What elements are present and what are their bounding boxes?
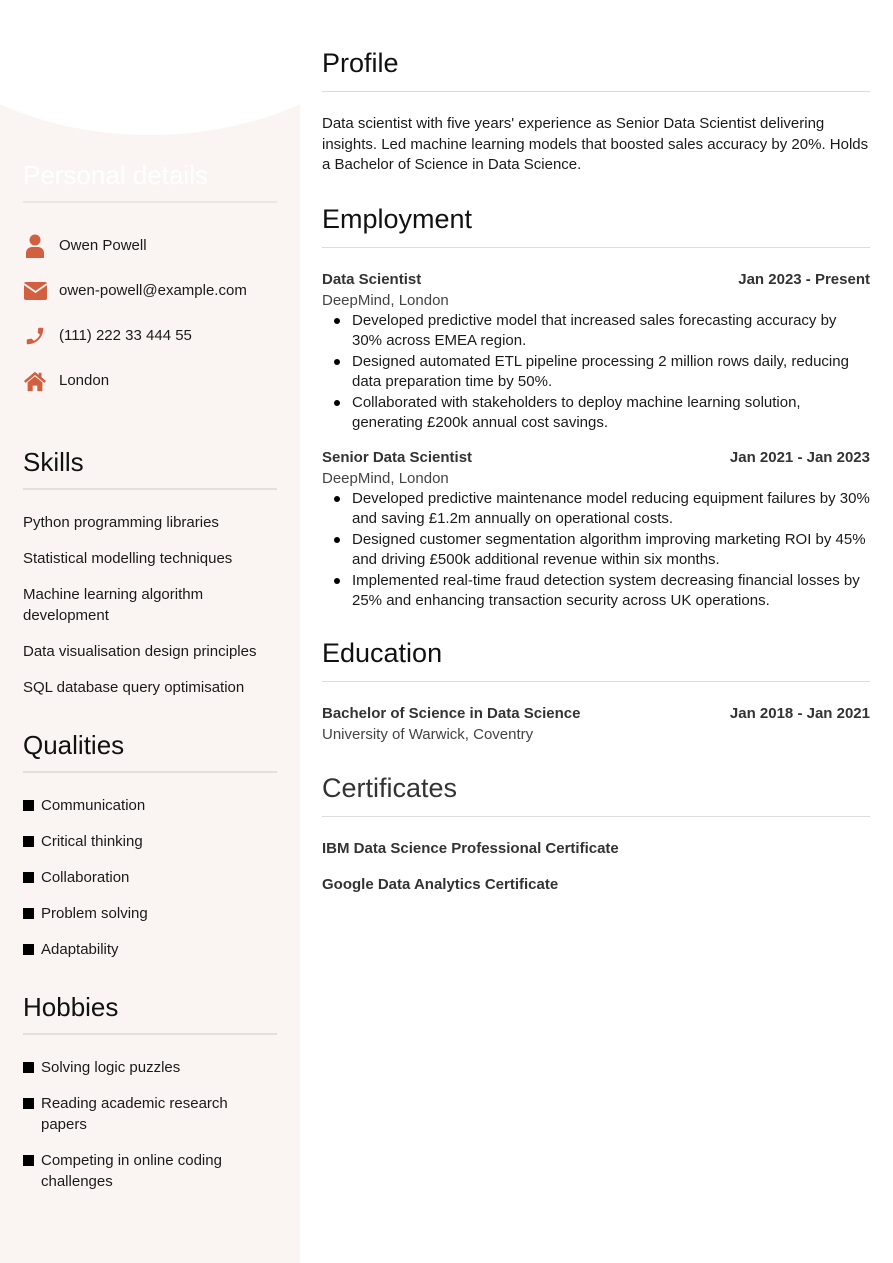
job-company: DeepMind, London (322, 469, 449, 487)
main-content (322, 46, 870, 921)
quality-text: Collaboration (41, 869, 130, 886)
certificates-heading: Certificates (322, 771, 870, 817)
contact-phone (23, 313, 277, 358)
education-entry (322, 704, 870, 745)
personal-details-heading: Personal details (23, 158, 277, 203)
sidebar (0, 0, 300, 1263)
skill-item: Python programming libraries (23, 514, 219, 531)
header-curve-decoration (0, 0, 300, 135)
name-text: Owen Powell (59, 237, 147, 254)
contact-name (23, 223, 277, 268)
location-text: London (59, 372, 110, 389)
contact-email (23, 268, 277, 313)
achievement-item: Designed automated ETL pipeline processing 2 million rows daily, reducing data preparation time by 50%. (322, 352, 870, 393)
quality-item (23, 867, 277, 888)
school-name: University of Warwick, Coventry (322, 725, 534, 743)
hobbies-heading: Hobbies (23, 990, 277, 1035)
hobby-text: Reading academic research papers (41, 1095, 228, 1133)
job-dates: Jan 2021 - Jan 2023 (729, 448, 870, 466)
skill-item: SQL database query optimisation (23, 679, 245, 696)
degree-title: Bachelor of Science in Data Science (322, 704, 581, 722)
square-bullet-icon (23, 1155, 34, 1166)
qualities-heading: Qualities (23, 728, 277, 773)
hobby-item (23, 1057, 277, 1078)
quality-text: Problem solving (41, 905, 148, 922)
skills-section (23, 445, 277, 698)
hobby-item (23, 1093, 277, 1135)
square-bullet-icon (23, 800, 34, 811)
quality-text: Adaptability (41, 941, 119, 958)
education-section (322, 636, 870, 745)
profile-heading: Profile (322, 46, 870, 92)
job-title: Data Scientist (322, 270, 422, 288)
profile-summary: Data scientist with five years' experience as Senior Data Scientist delivering insights. Led machine learning models that boosted sales accuracy by 20%. Holds a Bachelor of Science in Data Science. (322, 115, 869, 173)
certificates-section (322, 771, 870, 895)
user-icon (23, 234, 47, 258)
achievement-item: Implemented real-time fraud detection system decreasing financial losses by 25% and enhancing transaction security across UK operations. (322, 571, 870, 612)
email-link[interactable]: owen-powell@example.com (59, 282, 247, 299)
quality-item (23, 831, 277, 852)
quality-item (23, 795, 277, 816)
phone-icon (23, 324, 47, 348)
achievement-item: Developed predictive maintenance model reducing equipment failures by 30% and saving £1.2m annually on operational costs. (322, 489, 870, 530)
achievement-item: Collaborated with stakeholders to deploy machine learning solution, generating £200k annual cost savings. (322, 393, 870, 434)
job-achievements (322, 311, 870, 434)
quality-item (23, 903, 277, 924)
square-bullet-icon (23, 836, 34, 847)
job-dates: Jan 2023 - Present (738, 270, 870, 288)
skill-item: Statistical modelling techniques (23, 550, 233, 567)
hobbies-section (23, 990, 277, 1192)
square-bullet-icon (23, 1098, 34, 1109)
hobby-item (23, 1150, 277, 1192)
employment-heading: Employment (322, 202, 870, 248)
square-bullet-icon (23, 944, 34, 955)
square-bullet-icon (23, 908, 34, 919)
hobby-text: Competing in online coding challenges (41, 1152, 222, 1190)
achievement-item: Developed predictive model that increased sales forecasting accuracy by 30% across EMEA region. (322, 311, 870, 352)
hobby-text: Solving logic puzzles (41, 1059, 181, 1076)
skill-item: Machine learning algorithm development (23, 586, 204, 624)
education-heading: Education (322, 636, 870, 682)
square-bullet-icon (23, 872, 34, 883)
job-achievements (322, 489, 870, 612)
profile-section (322, 46, 870, 176)
contact-location (23, 358, 277, 403)
personal-details-section (23, 158, 277, 403)
quality-item (23, 939, 277, 960)
skills-heading: Skills (23, 445, 277, 490)
square-bullet-icon (23, 1062, 34, 1073)
job-company: DeepMind, London (322, 291, 449, 309)
achievement-item: Designed customer segmentation algorithm improving marketing ROI by 45% and driving £500k additional revenue within six months. (322, 530, 870, 571)
job-entry (322, 448, 870, 612)
envelope-icon (23, 279, 47, 303)
job-entry (322, 270, 870, 434)
qualities-section (23, 728, 277, 960)
home-icon (23, 369, 47, 393)
quality-text: Critical thinking (41, 833, 143, 850)
phone-text: (111) 222 33 444 55 (59, 327, 192, 344)
certificate-item: Google Data Analytics Certificate (322, 875, 559, 893)
quality-text: Communication (41, 797, 146, 814)
certificate-item: IBM Data Science Professional Certificate (322, 839, 619, 857)
job-title: Senior Data Scientist (322, 448, 473, 466)
education-dates: Jan 2018 - Jan 2021 (729, 704, 870, 722)
employment-section (322, 202, 870, 612)
skill-item: Data visualisation design principles (23, 643, 257, 660)
